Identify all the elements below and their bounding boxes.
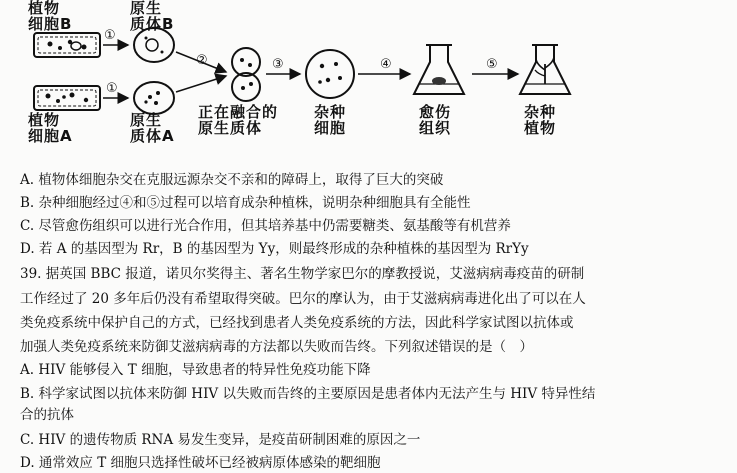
plant-somatic-hybridization-diagram — [0, 0, 737, 150]
q39-stem-line-1: 39. 据英国 BBC 报道，诺贝尔奖得主、著名生物学家巴尔的摩教授说，艾滋病病毒疫苗的研制 — [20, 266, 585, 282]
fusing-protoplast-label: 正在融合的 原生质体 — [198, 103, 279, 137]
step-1-bottom: ① — [106, 81, 118, 96]
protoplast-b — [134, 28, 174, 62]
callus-label: 愈伤 组织 — [419, 103, 452, 137]
diagram-drawing — [0, 0, 737, 150]
plant-cell-a-label: 植物 细胞A — [28, 111, 73, 145]
step-4: ④ — [380, 57, 392, 72]
step-2: ② — [196, 53, 208, 68]
step-1-top: ① — [104, 28, 116, 43]
q38-option-a: A. 植物体细胞杂交在克服远源杂交不亲和的障碍上，取得了巨大的突破 — [20, 172, 444, 188]
step-5: ⑤ — [486, 57, 498, 72]
q39-stem-line-3: 类免疫系统中保护自己的方式，已经找到患者人类免疫系统的方法，因此科学家试图以抗体或 — [20, 315, 574, 331]
q39-option-b: B. 科学家试图以抗体来防御 HIV 以失败而告终的主要原因是患者体内无法产生与 HIV 特异性结 — [20, 386, 596, 402]
hybrid-cell-label: 杂种 细胞 — [314, 103, 347, 137]
q38-option-d: D. 若 A 的基因型为 Rr，B 的基因型为 Yy，则最终形成的杂种植株的基因型为 RrYy — [20, 241, 529, 257]
plant-cell-b — [34, 33, 100, 57]
hybrid-cell — [306, 50, 354, 98]
fusing-protoplast — [232, 48, 260, 101]
q38-option-b: B. 杂种细胞经过④和⑤过程可以培育成杂种植株，说明杂种细胞具有全能性 — [20, 195, 471, 211]
q39-option-c: C. HIV 的遗传物质 RNA 易发生变异，是疫苗研制困难的原因之一 — [20, 432, 421, 448]
protoplast-b-label: 原生 质体B — [130, 0, 175, 33]
q39-option-d: D. 通常效应 T 细胞只选择性破坏已经被病原体感染的靶细胞 — [20, 455, 381, 471]
q39-stem-line-4: 加强人类免疫系统来防御艾滋病病毒的方法都以失败而告终。下列叙述错误的是（ ） — [20, 339, 533, 355]
callus-flask — [414, 45, 464, 94]
protoplast-a — [134, 82, 174, 114]
hybrid-plant-label: 杂种 植物 — [524, 103, 557, 137]
hybrid-plant-flask — [520, 45, 570, 94]
q38-option-c: C. 尽管愈伤组织可以进行光合作用，但其培养基中仍需要糖类、氨基酸等有机营养 — [20, 218, 511, 234]
q39-option-b-cont: 合的抗体 — [20, 407, 74, 423]
plant-cell-a — [34, 86, 100, 110]
plant-cell-b-label: 植物 细胞B — [28, 0, 73, 33]
q39-stem-line-2: 工作经过了 20 多年后仍没有希望取得突破。巴尔的摩认为，由于艾滋病病毒进化出了可以在人 — [20, 291, 586, 307]
q39-option-a: A. HIV 能够侵入 T 细胞，导致患者的特异性免疫功能下降 — [20, 362, 371, 378]
protoplast-a-label: 原生 质体A — [130, 111, 175, 145]
step-3: ③ — [272, 57, 284, 72]
